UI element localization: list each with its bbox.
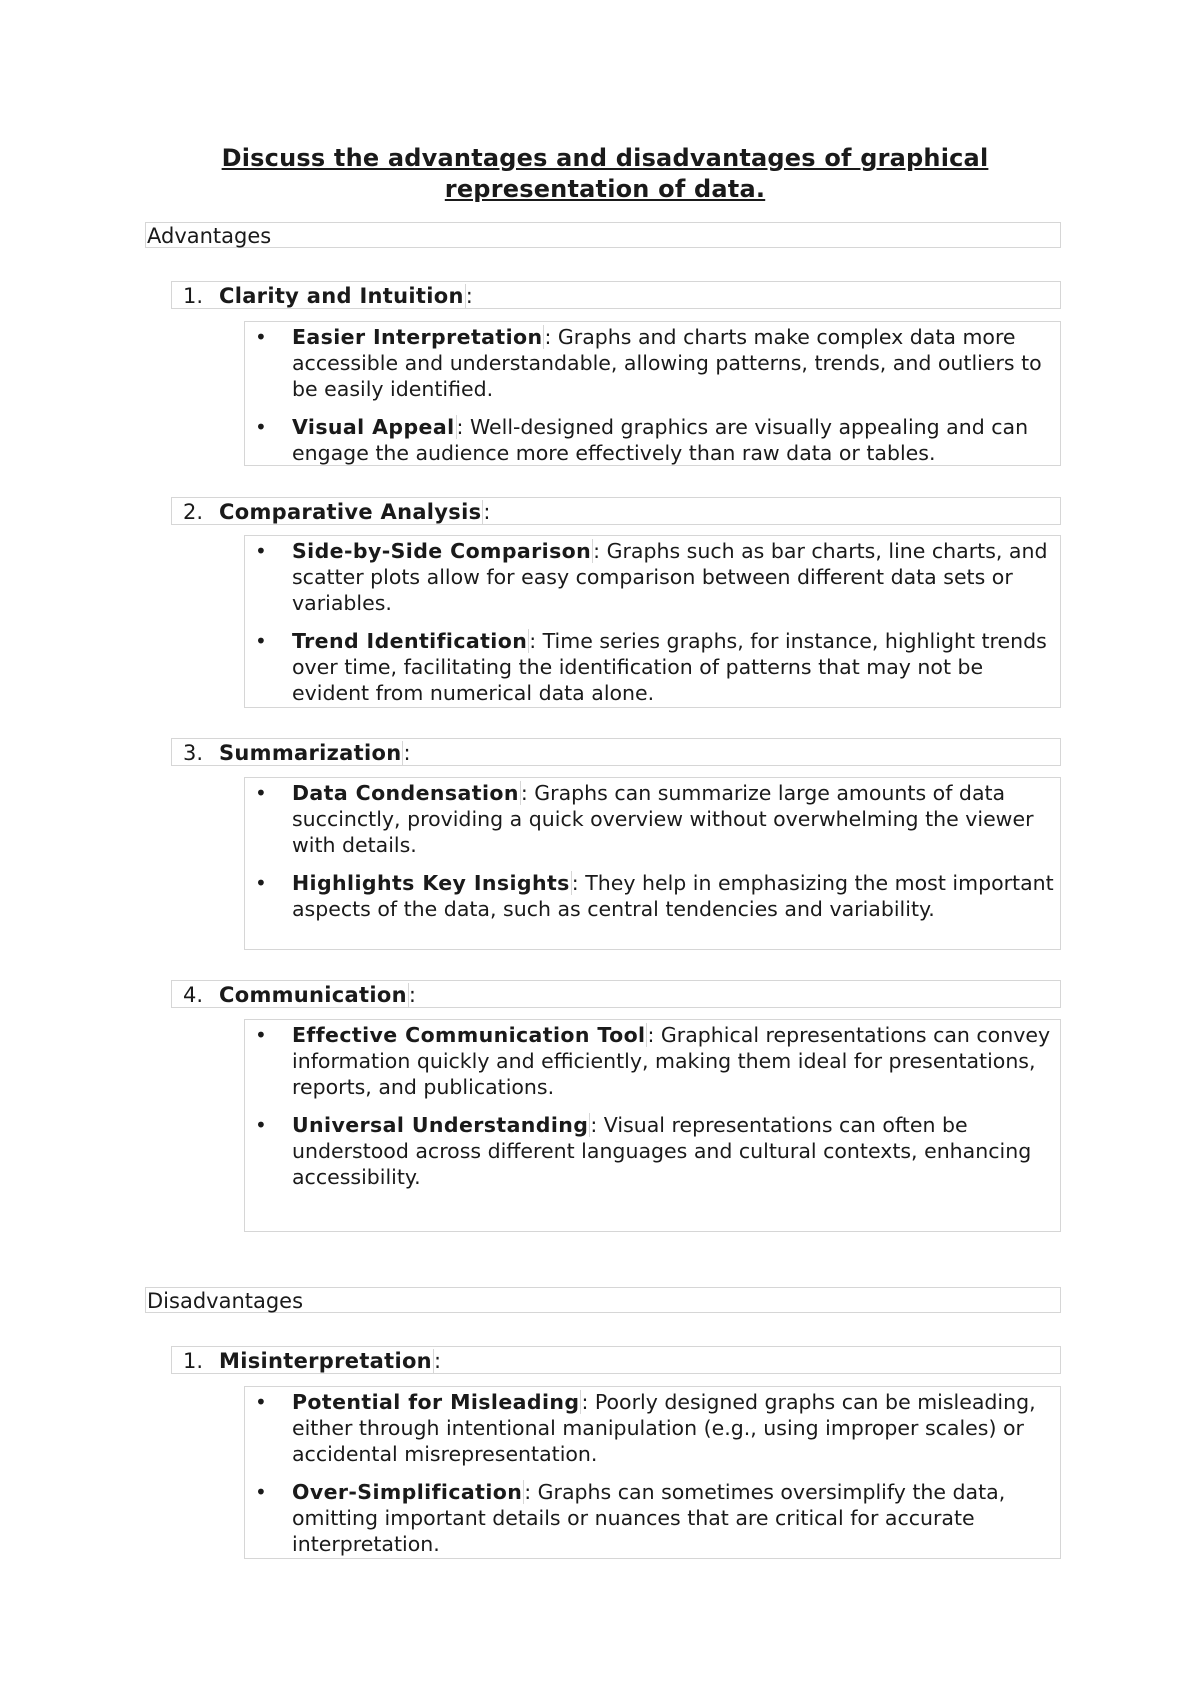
adv-item-2-heading bbox=[171, 497, 1061, 525]
adv-item-1-bullets bbox=[244, 321, 1061, 466]
bullet-icon: • bbox=[255, 1023, 267, 1047]
bullet-term: Universal Understanding bbox=[292, 1113, 589, 1137]
bullet-icon: • bbox=[255, 781, 267, 805]
bullet-icon: • bbox=[255, 1390, 267, 1414]
bullet-term: Highlights Key Insights bbox=[292, 871, 570, 895]
bullet-text: : Graphs and charts make complex data more accessible and understandable, allowing patterns, trends, and outliers to be easily identified. bbox=[292, 325, 1042, 401]
bullet-icon: • bbox=[255, 415, 267, 439]
item-number: 1. bbox=[183, 1349, 204, 1373]
bullet-icon: • bbox=[255, 871, 267, 895]
bullet-term: Visual Appeal bbox=[292, 415, 455, 439]
item-suffix: : bbox=[433, 1349, 442, 1373]
bullet-term: Potential for Misleading bbox=[292, 1390, 580, 1414]
bullet-text: : Graphs such as bar charts, line charts, and scatter plots allow for easy comparison between different data sets or variables. bbox=[292, 539, 1048, 615]
bullet-icon: • bbox=[255, 1480, 267, 1504]
item-suffix: : bbox=[483, 500, 491, 524]
bullet-text: : Poorly designed graphs can be misleading, either through intentional manipulation (e.g., using improper scales) or accidental misrepresentation. bbox=[292, 1390, 1036, 1466]
bullet-text: : They help in emphasizing the most important aspects of the data, such as central tendencies and variability. bbox=[292, 871, 1054, 921]
item-title: Summarization bbox=[219, 741, 402, 765]
adv-item-3-heading bbox=[171, 738, 1061, 766]
item-number: 1. bbox=[183, 284, 204, 308]
item-title: Comparative Analysis bbox=[219, 500, 482, 524]
adv-item-4-heading bbox=[171, 980, 1061, 1008]
bullet-term: Easier Interpretation bbox=[292, 325, 543, 349]
section-heading-advantages: Advantages bbox=[145, 222, 1061, 248]
item-suffix: : bbox=[403, 741, 411, 765]
bullet-icon: • bbox=[255, 539, 267, 563]
item-title: Communication bbox=[219, 983, 407, 1007]
bullet-text: : Graphs can summarize large amounts of data succinctly, providing a quick overview without overwhelming the viewer with details. bbox=[292, 781, 1034, 857]
adv-item-4-bullets bbox=[244, 1019, 1061, 1232]
item-number: 2. bbox=[183, 500, 204, 524]
bullet-text: : Visual representations can often be understood across different languages and cultural contexts, enhancing accessibility. bbox=[292, 1113, 1032, 1189]
bullet-term: Side-by-Side Comparison bbox=[292, 539, 592, 563]
bullet-term: Over-Simplification bbox=[292, 1480, 523, 1504]
bullet-icon: • bbox=[255, 325, 267, 349]
adv-item-3-bullets bbox=[244, 777, 1061, 950]
adv-item-2-bullets bbox=[244, 535, 1061, 708]
item-title: Clarity and Intuition bbox=[219, 284, 464, 308]
document-title: Discuss the advantages and disadvantages of graphical representation of data. bbox=[221, 144, 989, 203]
disadv-item-1-heading bbox=[171, 1346, 1061, 1374]
bullet-text: : Well-designed graphics are visually appealing and can engage the audience more effectively than raw data or tables. bbox=[292, 415, 1029, 465]
bullet-icon: • bbox=[255, 629, 267, 653]
disadv-item-1-bullets bbox=[244, 1386, 1061, 1559]
bullet-term: Data Condensation bbox=[292, 781, 519, 805]
adv-item-1-heading bbox=[171, 281, 1061, 309]
item-number: 4. bbox=[183, 983, 204, 1007]
bullet-icon: • bbox=[255, 1113, 267, 1137]
item-title: Misinterpretation bbox=[219, 1349, 432, 1373]
bullet-text: : Graphical representations can convey information quickly and efficiently, making them ideal for presentations, reports, and publications. bbox=[292, 1023, 1051, 1099]
section-heading-disadvantages: Disadvantages bbox=[145, 1287, 1061, 1313]
bullet-text: : Graphs can sometimes oversimplify the data, omitting important details or nuances that are critical for accurate interpretation. bbox=[292, 1480, 1006, 1556]
item-suffix: : bbox=[408, 983, 416, 1007]
bullet-text: : Time series graphs, for instance, highlight trends over time, facilitating the identification of patterns that may not be evident from numerical data alone. bbox=[292, 629, 1047, 705]
item-suffix: : bbox=[465, 284, 473, 308]
bullet-term: Effective Communication Tool bbox=[292, 1023, 646, 1047]
bullet-term: Trend Identification bbox=[292, 629, 528, 653]
item-number: 3. bbox=[183, 741, 204, 765]
